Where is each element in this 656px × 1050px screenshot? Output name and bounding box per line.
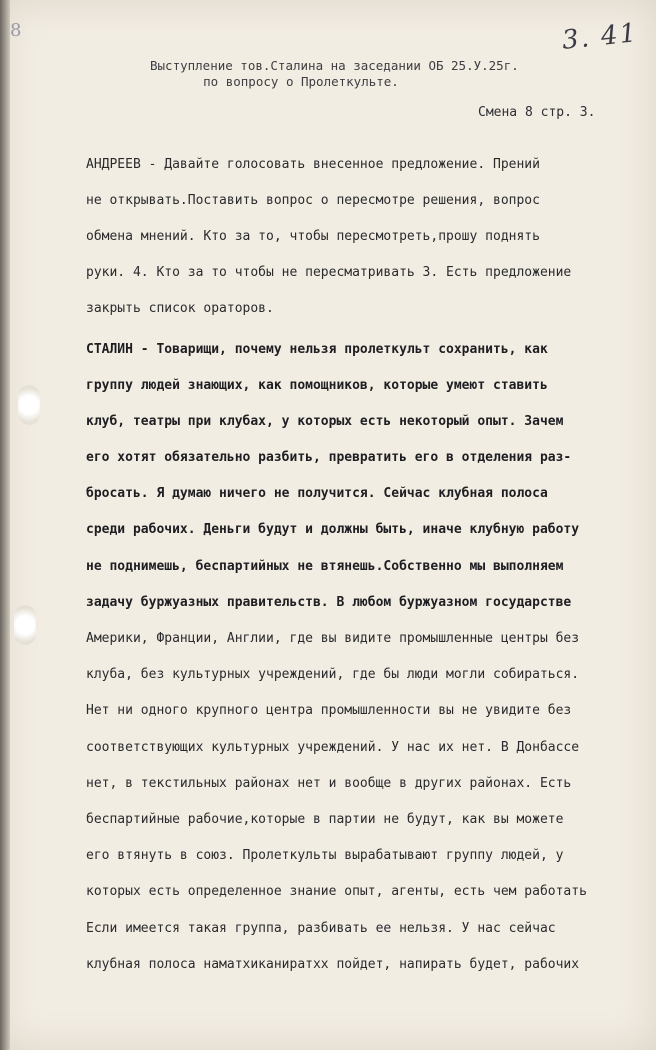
text-line: соответствующих культурных учреждений. У нас их нет. В Донбассе [86,739,580,755]
text-line: клуб, театры при клубах, у которых есть некоторый опыт. Зачем [86,413,564,429]
punch-hole-bottom [14,605,36,645]
text-line: клубная полоса наматхиканиратхх пойдет, напирать будет, рабочих [86,956,580,972]
text-line: АНДРЕЕВ - Давайте голосовать внесенное предложение. Прений [86,156,540,172]
text-line: задачу буржуазных правительств. В любом буржуазном государстве [86,594,572,610]
scan-edge [0,0,10,1050]
text-line: СТАЛИН - Товарищи, почему нельзя пролеткульт сохранить, как [86,341,548,357]
punch-hole-top [18,385,40,425]
text-line: беспартийные рабочие,которые в партии не будут, как вы можете [86,811,564,827]
text-line: бросать. Я думаю ничего не получится. Сейчас клубная полоса [86,486,548,502]
text-line: нет, в текстильных районах нет и вообще в других районах. Есть [86,775,572,791]
text-line: не поднимешь, беспартийных не втянешь.Собственно мы выполняем [86,558,564,574]
document-title [150,58,519,90]
title-line-2: по вопросу о Пролеткульте. [203,74,399,89]
text-line: закрыть список ораторов. [86,301,274,317]
shift-page-label: Смена 8 стр. 3. [478,105,596,120]
handwritten-page-number: 3. 41 [560,18,640,56]
text-line: обмена мнений. Кто за то, чтобы пересмотреть,прошу поднять [86,228,540,244]
text-line: клуба, без культурных учреждений, где бы люди могли собираться. [86,667,580,683]
text-line: его хотят обязательно разбить, превратить его в отделения раз- [86,450,572,466]
text-line: не открывать.Поставить вопрос о пересмотре решения, вопрос [86,192,540,208]
text-line: которых есть определенное знание опыт, агенты, есть чем работать [86,884,587,900]
text-line: Америки, Франции, Англии, где вы видите промышленные центры без [86,631,580,647]
text-line: руки. 4. Кто за то чтобы не пересматривать 3. Есть предложение [86,265,572,281]
text-line: среди рабочих. Деньги будут и должны быть, иначе клубную работу [86,522,580,538]
text-line: Если имеется такая группа, разбивать ее нельзя. У нас сейчас [86,920,556,936]
title-line-1: Выступление тов.Сталина на заседании ОБ 25.У.25г. [150,58,519,73]
paragraph-stalin [86,331,634,982]
text-line: его втянуть в союз. Пролеткульты вырабатывают группу людей, у [86,848,564,864]
text-line: Нет ни одного крупного центра промышленности вы не увидите без [86,703,572,719]
corner-mark: 8 [10,20,22,41]
body-text [86,146,634,982]
paragraph-andreev [86,146,634,327]
text-line: группу людей знающих, как помощников, которые умеют ставить [86,377,548,393]
